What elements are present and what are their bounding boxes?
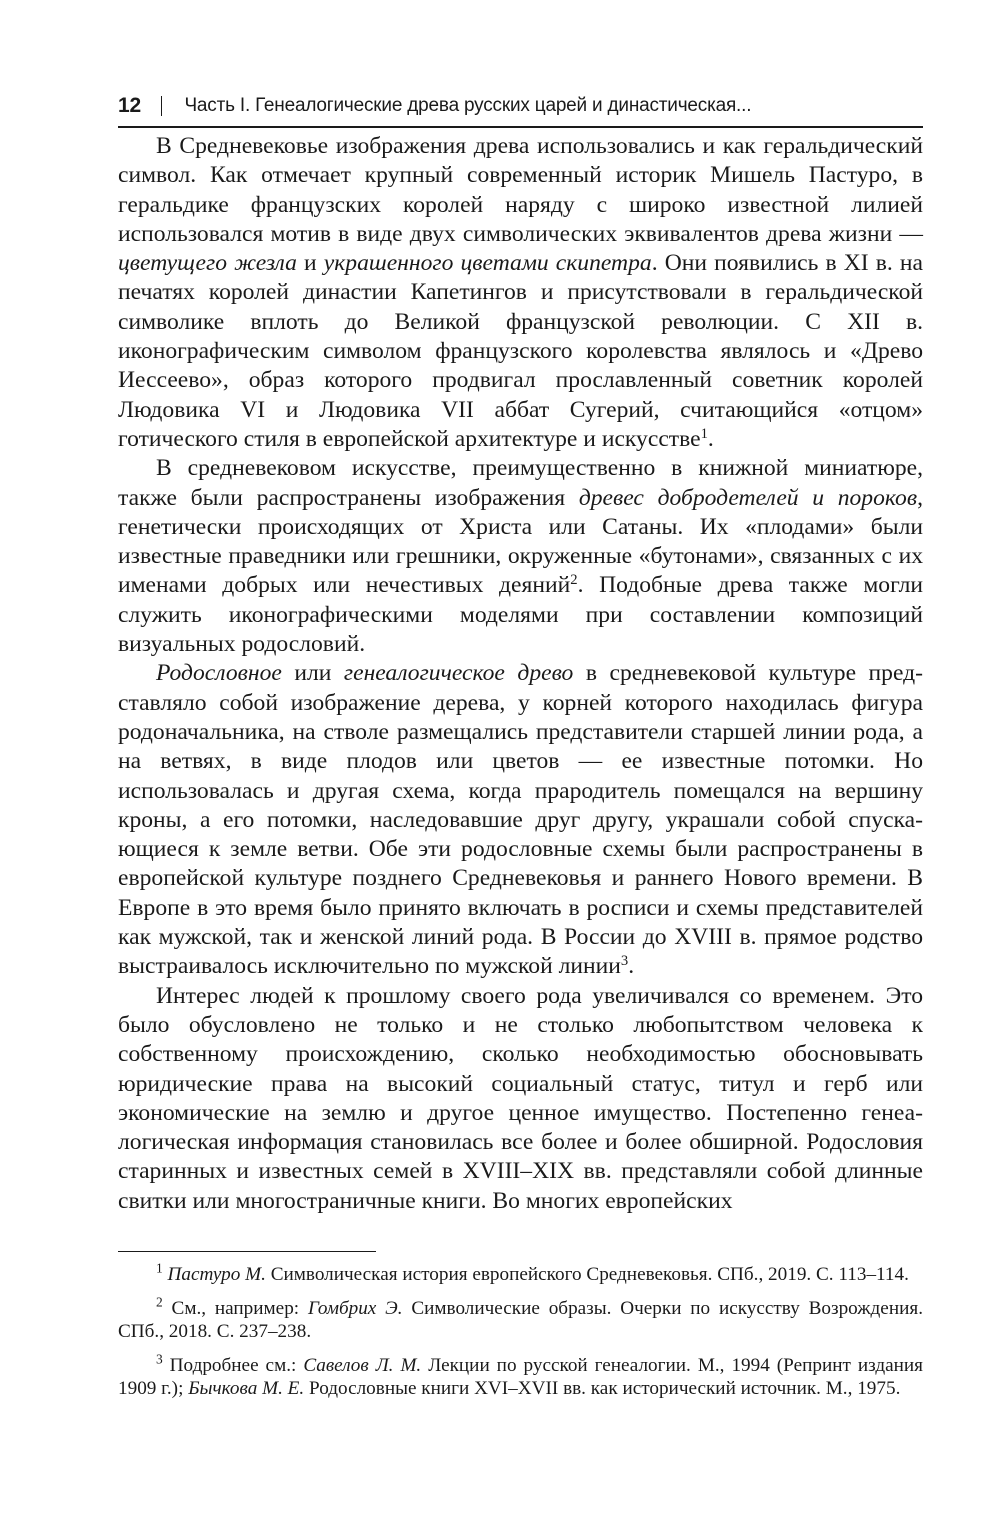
footnote (118, 1260, 923, 1287)
text-run: или (281, 660, 344, 687)
footnote (118, 1294, 923, 1344)
text-run: Подробнее см.: (162, 1354, 304, 1376)
text-run: В Средневековье изображения древа использовались и как геральдический символ. Как отмечает крупный современный историк Мишель Пастуро, в геральдике французских королей наряду с широко известной лилией использовался мотив в виде двух символических эквивалентов древа жизни — (118, 133, 923, 247)
paragraph (118, 132, 923, 454)
italic-term: Бычкова М. Е. (188, 1378, 305, 1400)
text-run: , генетически происходящих от Христа или Сатаны. Их «плодами» были известные праведники или грешники, окруженные «бутонами», связанных с их именами добрых или нечестивых деяний (118, 484, 923, 599)
footnote (118, 1351, 923, 1401)
italic-term: украшенного цветами скипетра (323, 250, 652, 277)
main-text (118, 132, 923, 1216)
paragraph (118, 982, 923, 1216)
text-run: В средневековом искусстве, преимущественно в книжной миниатюре, также были распространены изображения (118, 455, 923, 511)
header-separator (161, 96, 163, 116)
footnote-marker: 1 (700, 425, 708, 442)
italic-term: Пастуро М. (167, 1264, 266, 1285)
text-run: Лекции по русской генеалогии. М., 1994 (Репринт издания 1909 г.); (118, 1354, 923, 1400)
running-title: Часть I. Генеалогические древа русских царей и династическая... (184, 95, 752, 116)
header-rule (118, 126, 923, 128)
text-run: Символическая история европейского Средневековья. СПб., 2019. С. 113–114. (265, 1264, 909, 1285)
running-header (118, 86, 923, 126)
italic-term: Савелов Л. М. (303, 1354, 422, 1376)
text-run: в средневековой культуре представляло собой изображение дерева, у корней которого находилась фигура родоначальника, на стволе размещались представители старшей линии рода, а на ветвях, в виде плодов или цветов — ее известные потомки. Но использовалась и другая схема, когда прародитель помещался на вершину кроны, а его потомки, наследовавшие друг другу, украшали собой спускающиеся к земле ветви. Обе эти родословные схемы были распространены в европейской культуре позднего Средневековья и раннего Нового времени. В Европе в это время было принято включать в росписи и схемы представителей как мужской, так и женской линий рода. В России до XVIII в. прямое родство выстраивалось исключительно по мужской линии (118, 660, 924, 980)
text-run: . (628, 953, 635, 980)
paragraph (118, 454, 923, 659)
footnote-marker: 1 (156, 1260, 163, 1276)
text-run: Символические образы. Очерки по искусству Возрождения. СПб., 2018. С. 237–238. (118, 1297, 923, 1343)
footnotes (118, 1260, 923, 1411)
text-run: . Они появились в XI в. на печатях королей династии Капетингов и присутствовали в геральдической символике вплоть до Великой французской революции. С XII в. иконографическим символом французского королевства являлось и «Древо Иессеево», образ которого продвигал прославленный советник королей Людовика VI и Людовика VII аббат Сугерий, считающийся «отцом» готического стиля в европейской архитектуре и искусстве (118, 250, 923, 452)
italic-term: древес добродетелей и пороков (578, 484, 918, 511)
italic-term: цветущего жезла (118, 250, 297, 277)
italic-term: Гомбрих Э. (307, 1297, 403, 1319)
page-number: 12 (118, 94, 141, 117)
text-run: Родословные книги XVI–XVII вв. как исторический источник. М., 1975. (304, 1378, 901, 1400)
italic-term: генеалогическое древо (343, 660, 574, 687)
footnote-marker: 2 (156, 1294, 163, 1310)
footnote-marker: 3 (156, 1351, 163, 1367)
text-run: См., например: (162, 1297, 308, 1319)
footnote-marker: 3 (620, 953, 629, 970)
text-run: . (707, 425, 714, 452)
text-run: . Подобные древа также могли служить иконографическими моделями при составлении композиций визуальных родословий. (118, 572, 923, 658)
footnote-marker: 2 (570, 572, 578, 589)
text-run: Интерес людей к прошлому своего рода увеличивался со временем. Это было обусловлено не только и не столько любопытством человека к собственному происхождению, сколько необходимостью обосновывать юридические права на высокий социальный статус, титул и герб или экономические на землю и другое ценное имущество. Постепенно генеалогическая информация становилась все более и более обширной. Родословия старинных и известных семей в XVIII–XIX вв. представляли собой длинные свитки или многостраничные книги. Во многих европейских (118, 982, 923, 1214)
italic-term: Родословное (156, 660, 282, 687)
text-run: и (296, 250, 324, 277)
footnote-rule (118, 1251, 376, 1252)
paragraph (118, 659, 923, 981)
